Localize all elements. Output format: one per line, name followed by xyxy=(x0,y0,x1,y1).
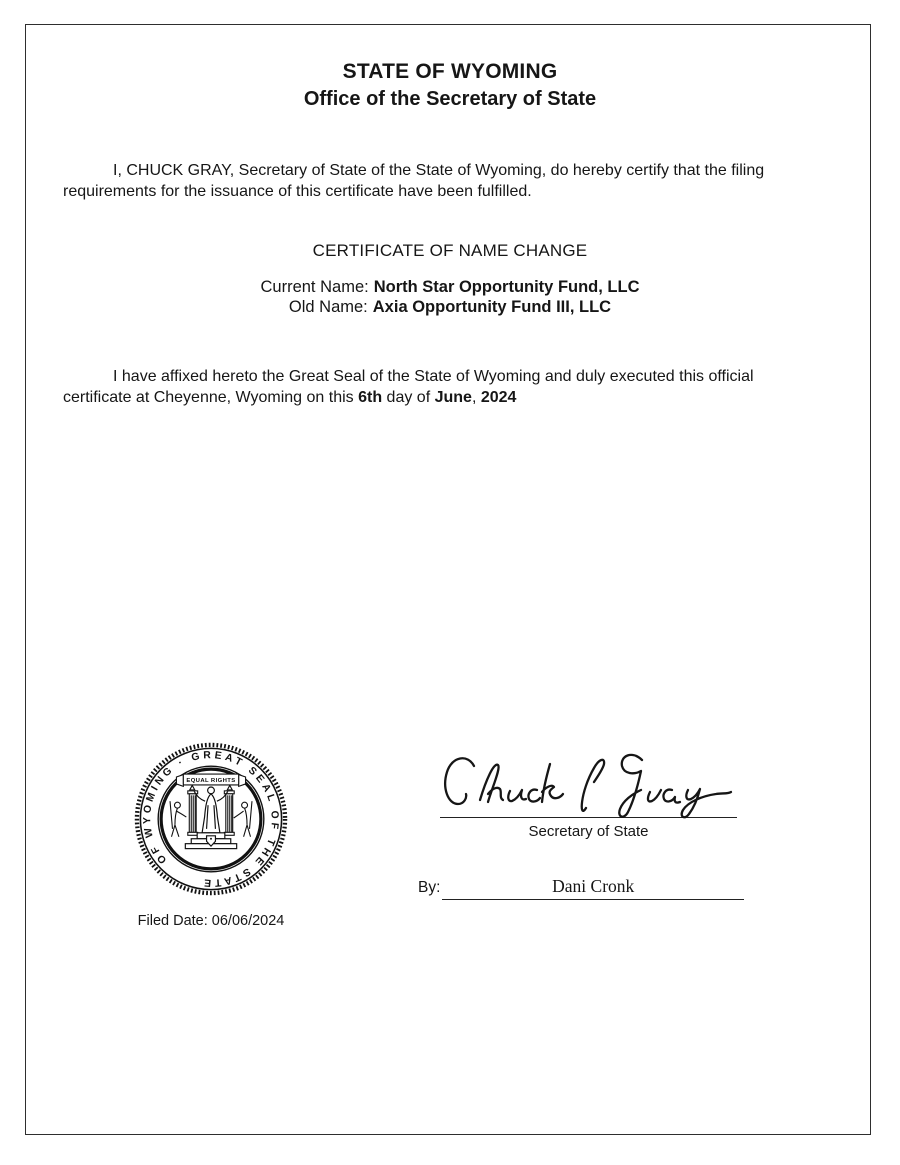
execution-separator: , xyxy=(471,388,481,406)
execution-mid: day of xyxy=(382,388,435,406)
wyoming-great-seal-icon xyxy=(132,740,290,898)
signer-title: Secretary of State xyxy=(528,823,649,840)
by-row xyxy=(418,876,744,900)
execution-month: June xyxy=(434,388,472,406)
old-name-line xyxy=(0,298,900,317)
certification-paragraph xyxy=(63,161,839,202)
execution-line-1: I have affixed hereto the Great Seal of the State of Wyoming and duly executed this official xyxy=(113,368,754,385)
seal-ring-text: OF WYOMING · GREAT SEAL OF THE STATE xyxy=(142,750,280,888)
great-seal-block xyxy=(132,740,290,929)
execution-day: 6th xyxy=(358,388,383,406)
current-name-line xyxy=(0,278,900,297)
certification-line-1: I, CHUCK GRAY, Secretary of State of the State of Wyoming, do hereby certify that the filing xyxy=(113,162,765,179)
old-name-value: Axia Opportunity Fund III, LLC xyxy=(372,298,612,316)
certificate-heading: CERTIFICATE OF NAME CHANGE xyxy=(312,241,588,260)
old-name-label: Old Name: xyxy=(288,298,368,316)
document-subtitle: Office of the Secretary of State xyxy=(303,88,597,110)
execution-line-2-prefix: certificate at Cheyenne, Wyoming on this xyxy=(63,388,359,406)
by-name: Dani Cronk xyxy=(442,876,744,900)
by-label: By: xyxy=(418,879,441,896)
filed-date: Filed Date: 06/06/2024 xyxy=(137,913,285,929)
execution-year: 2024 xyxy=(480,388,517,406)
seal-banner-text: EQUAL RIGHTS xyxy=(186,778,236,785)
certification-line-2: requirements for the issuance of this certificate have been fulfilled. xyxy=(63,182,532,200)
current-name-value: North Star Opportunity Fund, LLC xyxy=(373,278,640,296)
execution-paragraph xyxy=(63,367,839,408)
current-name-label: Current Name: xyxy=(260,278,369,296)
signature-block xyxy=(418,742,744,912)
chuck-gray-signature-icon xyxy=(434,744,736,822)
document-title: STATE OF WYOMING xyxy=(342,60,558,83)
